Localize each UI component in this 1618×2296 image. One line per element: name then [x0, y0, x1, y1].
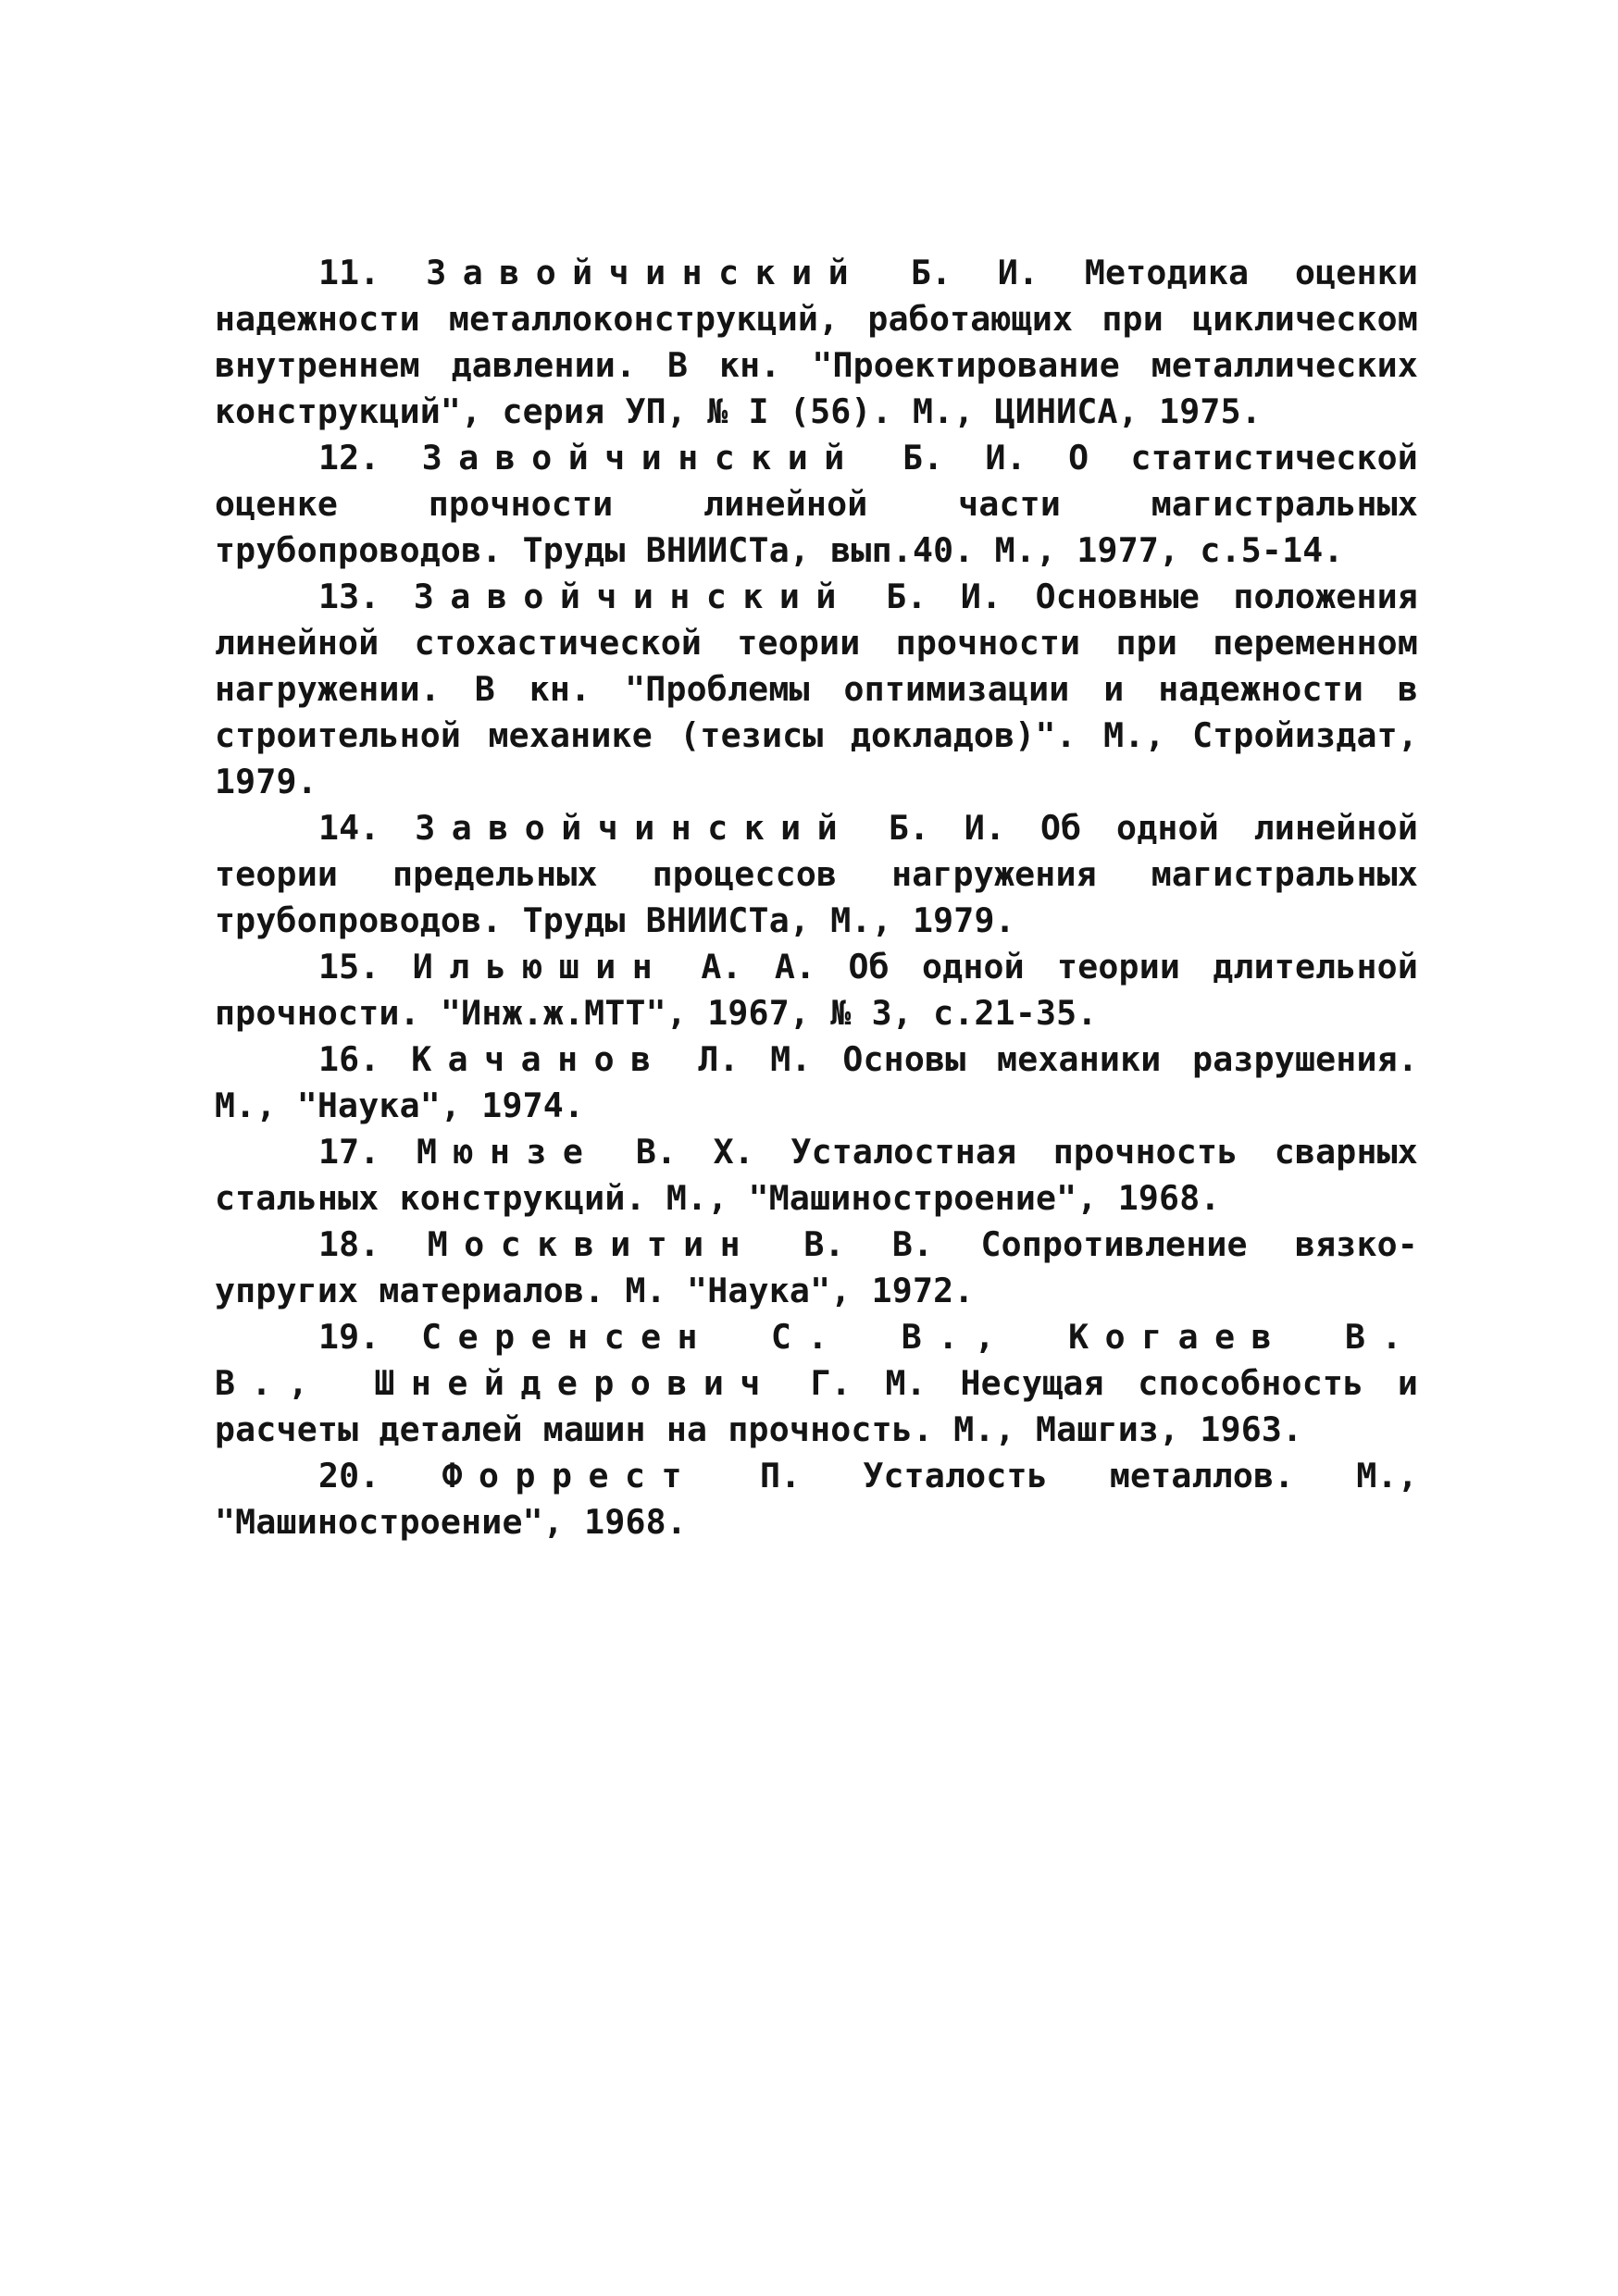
- reference-number: 20.: [318, 1456, 380, 1496]
- reference-number: 14.: [318, 808, 380, 848]
- reference-text: Основные положения линейной стохастической теории прочности при переменном нагружении. В кн. "Проблемы оптимизации и надежности в строительной механике (тезисы докладов)". М., Стройиздат, 1979.: [215, 577, 1418, 801]
- reference-text: Об одной линейной теории предельных процессов нагружения магистральных трубопроводов. Труды ВНИИСТа, М., 1979.: [215, 808, 1418, 940]
- reference-item: [215, 574, 1418, 805]
- reference-text: Об одной теории длительной прочности. "Инж.ж.МТТ", 1967, № 3, с.21-35.: [215, 947, 1419, 1033]
- reference-text: Методика оценки надежности металлоконструкций, работающих при циклическом внутреннем давлении. В кн. "Проектирование металлических конструкций", серия УП, № I (56). М., ЦИНИСА, 1975.: [215, 253, 1418, 431]
- reference-item: [215, 944, 1418, 1036]
- reference-text: Усталостная прочность сварных стальных конструкций. М., "Машиностроение", 1968.: [215, 1132, 1418, 1218]
- reference-number: 19.: [318, 1317, 380, 1357]
- reference-text: Усталость металлов. М., "Машиностроение", 1968.: [215, 1456, 1418, 1542]
- reference-number: 11.: [318, 253, 380, 292]
- reference-item: [215, 250, 1418, 435]
- reference-initials: П.: [759, 1456, 802, 1496]
- reference-list: [215, 250, 1418, 1545]
- reference-initials: Б. И.: [902, 438, 1027, 478]
- reference-author: Ильюшин: [412, 947, 669, 987]
- reference-text: Несущая способность и расчеты деталей машин на прочность. М., Машгиз, 1963.: [215, 1363, 1419, 1449]
- reference-author: Москвитин: [427, 1224, 757, 1264]
- reference-item: [215, 805, 1418, 944]
- reference-number: 12.: [318, 438, 380, 478]
- reference-item: [215, 1222, 1418, 1314]
- reference-number: 18.: [318, 1224, 380, 1264]
- reference-author: Завойчинский: [415, 808, 854, 848]
- reference-initials: В. Х.: [635, 1132, 754, 1172]
- reference-initials: А. А.: [701, 947, 816, 987]
- reference-number: 15.: [318, 947, 380, 987]
- reference-initials: Б. И.: [888, 808, 1006, 848]
- reference-author: Мюнзе: [416, 1132, 600, 1172]
- reference-initials: Б. И.: [886, 577, 1002, 616]
- reference-text: Сопротивление вязко-упругих материалов. М. "Наука", 1972.: [215, 1224, 1418, 1310]
- reference-item: [215, 1314, 1418, 1453]
- reference-initials: Б. И.: [910, 253, 1039, 292]
- reference-author: Завойчинский: [421, 438, 861, 478]
- reference-author: Качанов: [411, 1039, 667, 1079]
- reference-initials: Г. М.: [810, 1363, 927, 1403]
- reference-text: Основы механики разрушения. М., "Наука", 1974.: [215, 1039, 1418, 1125]
- reference-initials: Л. М.: [698, 1039, 812, 1079]
- reference-item: [215, 1453, 1418, 1545]
- reference-number: 16.: [318, 1039, 380, 1079]
- reference-item: [215, 435, 1418, 574]
- reference-author: Форрест: [442, 1456, 698, 1496]
- reference-text: О статистической оценке прочности линейной части магистральных трубопроводов. Труды ВНИИСТа, вып.40. М., 1977, с.5-14.: [215, 438, 1418, 570]
- reference-author: Серенсен С. В., Когаев В. В., Шнейдерович: [215, 1317, 1418, 1403]
- reference-author: Завойчинский: [413, 577, 853, 616]
- reference-number: 13.: [318, 577, 380, 616]
- reference-item: [215, 1129, 1418, 1222]
- reference-author: Завойчинский: [426, 253, 865, 292]
- reference-number: 17.: [318, 1132, 380, 1172]
- reference-initials: В. В.: [803, 1224, 934, 1264]
- reference-item: [215, 1036, 1418, 1129]
